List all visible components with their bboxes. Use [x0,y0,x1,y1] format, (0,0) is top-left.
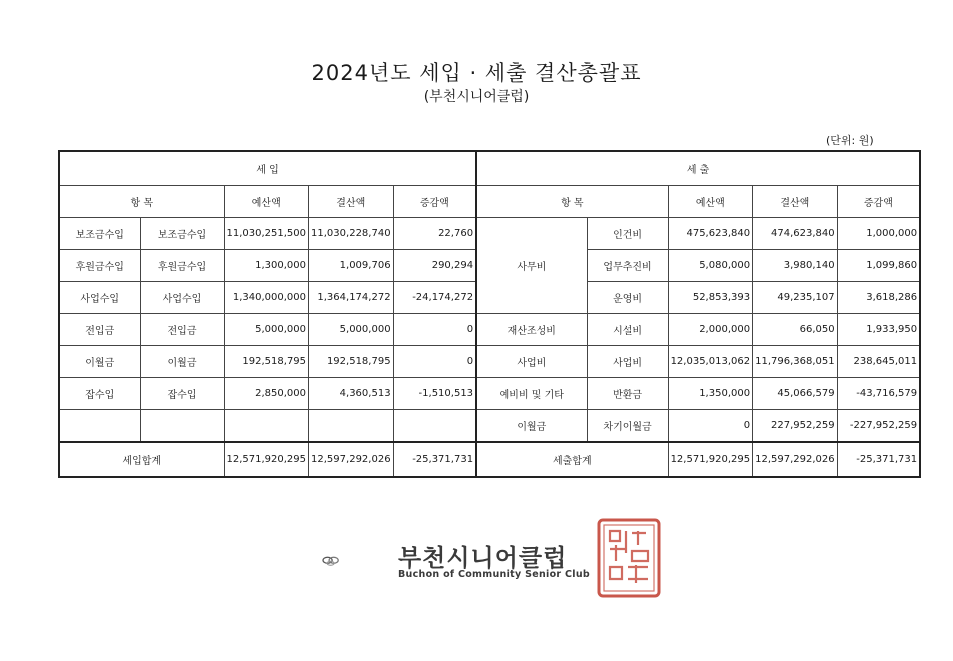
table-row [59,410,920,443]
organization-name: 부천시니어클럽 [398,544,568,572]
income-budget: 2,850,000 [224,378,309,410]
income-subcategory: 잡수입 [140,378,224,410]
expense-category: 사업비 [476,346,587,378]
table-row [59,346,920,378]
expense-category: 이월금 [476,410,587,443]
expense-budget: 5,080,000 [668,250,753,282]
table-row [59,218,920,250]
official-seal-icon [596,517,662,599]
expense-actual: 227,952,259 [753,410,838,443]
document-title: 2024년도 세입 · 세출 결산총괄표 [311,61,642,85]
income-subcategory: 보조금수입 [140,218,224,250]
expense-diff: 1,933,950 [837,314,920,346]
expense-actual: 11,796,368,051 [753,346,838,378]
expense-budget-header: 예산액 [668,186,753,218]
expense-budget: 12,035,013,062 [668,346,753,378]
table-row [59,378,920,410]
income-budget: 192,518,795 [224,346,309,378]
expense-diff-header: 증감액 [837,186,920,218]
empty-cell [224,410,309,443]
income-category: 후원금수입 [59,250,140,282]
organization-name-english: Buchon of Community Senior Club [398,569,590,580]
income-category: 전입금 [59,314,140,346]
income-actual: 5,000,000 [309,314,394,346]
income-total-budget: 12,571,920,295 [224,442,309,477]
expense-actual-header: 결산액 [753,186,838,218]
income-subcategory: 후원금수입 [140,250,224,282]
expense-diff: 1,099,860 [837,250,920,282]
income-diff: 0 [393,314,476,346]
income-budget: 5,000,000 [224,314,309,346]
income-subcategory: 사업수입 [140,282,224,314]
income-budget-header: 예산액 [224,186,309,218]
expense-budget: 475,623,840 [668,218,753,250]
income-category: 이월금 [59,346,140,378]
table-row [59,314,920,346]
expense-actual: 45,066,579 [753,378,838,410]
income-diff: 290,294 [393,250,476,282]
income-diff: -24,174,272 [393,282,476,314]
income-total-actual: 12,597,292,026 [309,442,394,477]
expense-category: 재산조성비 [476,314,587,346]
income-category: 사업수입 [59,282,140,314]
expense-budget: 0 [668,410,753,443]
expense-subcategory: 업무추진비 [587,250,668,282]
expense-item-header: 항 목 [476,186,668,218]
expense-subcategory: 사업비 [587,346,668,378]
club-logo-icon [322,538,398,584]
section-header-row [59,151,920,186]
empty-cell [59,410,140,443]
empty-cell [309,410,394,443]
income-subcategory: 이월금 [140,346,224,378]
expense-category: 사무비 [476,218,587,314]
income-subcategory: 전입금 [140,314,224,346]
income-diff: 0 [393,346,476,378]
expense-actual: 49,235,107 [753,282,838,314]
income-actual: 4,360,513 [309,378,394,410]
expense-subcategory: 반환금 [587,378,668,410]
income-section-header: 세 입 [59,151,476,186]
document-subtitle: (부천시니어클럽) [423,89,530,105]
expense-subcategory: 운영비 [587,282,668,314]
unit-label: (단위: 원) [826,134,874,147]
income-category: 잡수입 [59,378,140,410]
expense-diff: -227,952,259 [837,410,920,443]
income-budget: 11,030,251,500 [224,218,309,250]
income-actual-header: 결산액 [309,186,394,218]
column-header-row [59,186,920,218]
expense-budget: 1,350,000 [668,378,753,410]
income-diff: 22,760 [393,218,476,250]
income-total-diff: -25,371,731 [393,442,476,477]
total-row [59,442,920,477]
expense-actual: 3,980,140 [753,250,838,282]
income-diff: -1,510,513 [393,378,476,410]
income-budget: 1,340,000,000 [224,282,309,314]
income-category: 보조금수입 [59,218,140,250]
expense-section-header: 세 출 [476,151,920,186]
income-diff-header: 증감액 [393,186,476,218]
expense-total-budget: 12,571,920,295 [668,442,753,477]
expense-subcategory: 인건비 [587,218,668,250]
income-actual: 11,030,228,740 [309,218,394,250]
income-actual: 192,518,795 [309,346,394,378]
expense-actual: 66,050 [753,314,838,346]
expense-subcategory: 시설비 [587,314,668,346]
expense-diff: 238,645,011 [837,346,920,378]
expense-subcategory: 차기이월금 [587,410,668,443]
expense-diff: 1,000,000 [837,218,920,250]
income-total-label: 세입합계 [59,442,224,477]
income-item-header: 항 목 [59,186,224,218]
expense-budget: 52,853,393 [668,282,753,314]
income-actual: 1,364,174,272 [309,282,394,314]
expense-category: 예비비 및 기타 [476,378,587,410]
expense-diff: -43,716,579 [837,378,920,410]
settlement-table [58,150,921,478]
expense-diff: 3,618,286 [837,282,920,314]
expense-budget: 2,000,000 [668,314,753,346]
income-actual: 1,009,706 [309,250,394,282]
expense-actual: 474,623,840 [753,218,838,250]
expense-total-diff: -25,371,731 [837,442,920,477]
empty-cell [393,410,476,443]
income-budget: 1,300,000 [224,250,309,282]
expense-total-label: 세출합계 [476,442,668,477]
expense-total-actual: 12,597,292,026 [753,442,838,477]
empty-cell [140,410,224,443]
